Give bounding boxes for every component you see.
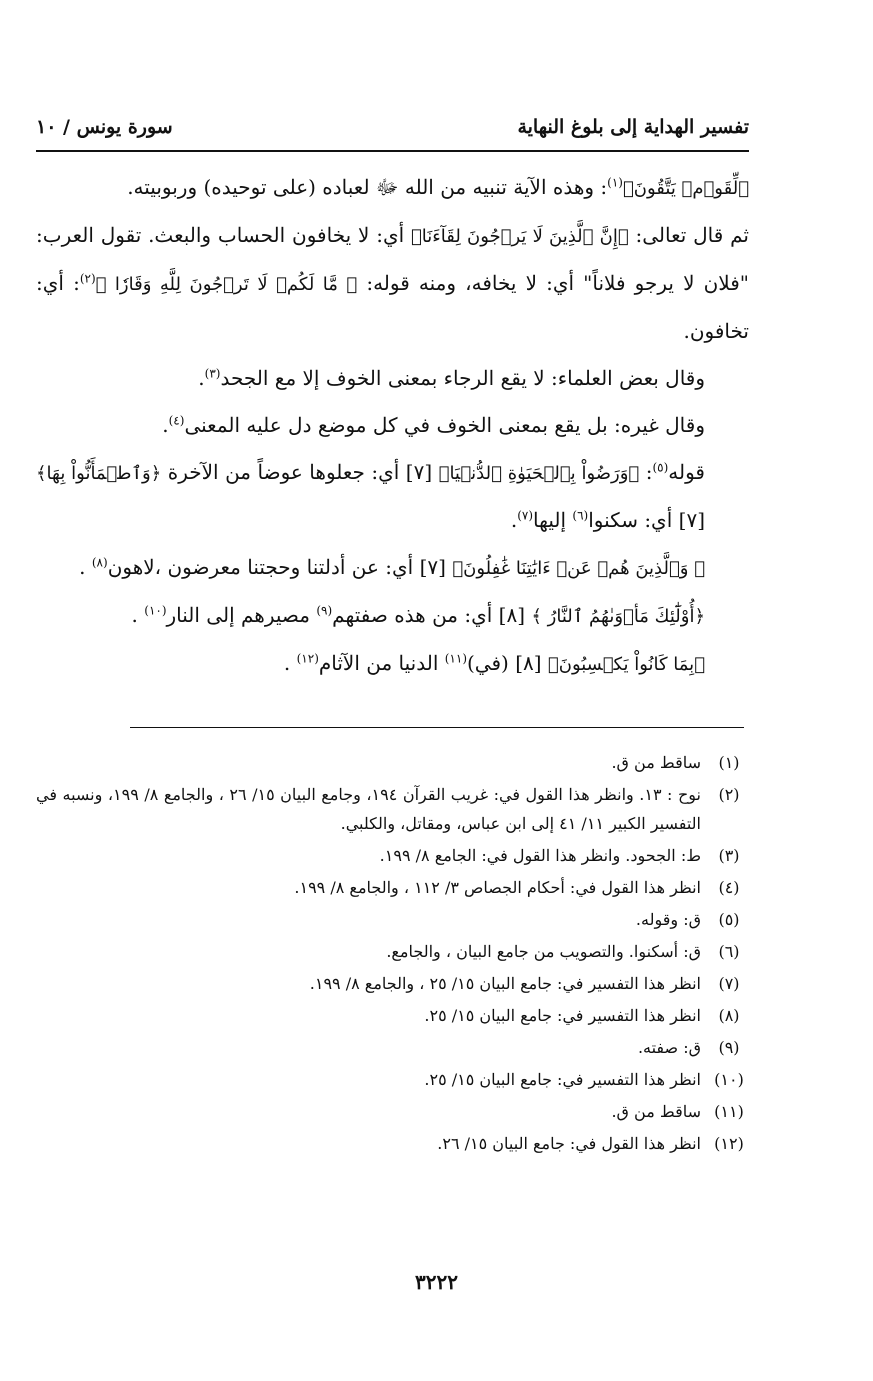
text-run: . xyxy=(79,555,92,579)
footnote-text: انظر هذا القول في: أحكام الجصاص ٣/ ١١٢ ، والجامع ٨/ ١٩٩. xyxy=(294,878,701,897)
footnote-number: (١١) xyxy=(714,1102,744,1121)
footnote-ref: (٨) xyxy=(91,555,108,570)
footnote-text: ساقط من ق. xyxy=(611,1102,701,1121)
footnote-ref: (١١) xyxy=(444,651,467,666)
footnote-number: (١) xyxy=(718,753,740,772)
text-run: : أي: تخافون. xyxy=(36,271,749,343)
footnote-text: ساقط من ق. xyxy=(611,753,701,772)
paragraph-4 xyxy=(36,402,749,449)
footnote xyxy=(36,1001,749,1030)
quran-verse: ﴿لِّقَوۡمٖ يَتَّقُونَ﴾ xyxy=(622,178,749,199)
paragraph-7 xyxy=(36,592,749,640)
text-run: . xyxy=(283,651,297,675)
text-run: الدنيا من الآثام xyxy=(318,651,445,675)
text-run: ثم قال تعالى: xyxy=(628,223,749,247)
paragraph-3 xyxy=(36,355,749,402)
footnote xyxy=(36,969,749,998)
footnote xyxy=(36,748,749,777)
footnote-text: انظر هذا التفسير في: جامع البيان ١٥/ ٢٥. xyxy=(424,1070,701,1089)
quran-verse: ﴿وَٱطۡمَأَنُّواْ بِهَا﴾ xyxy=(36,463,162,484)
footnotes xyxy=(36,748,749,1161)
footnote-ref: (٥) xyxy=(652,460,669,475)
footnote xyxy=(36,1065,749,1094)
text-run: [٨] أي: من هذه صفتهم xyxy=(332,603,532,627)
paragraph-5 xyxy=(36,449,749,544)
footnote xyxy=(36,1033,749,1062)
footnote-ref: (٤) xyxy=(168,413,185,428)
footnote-ref: (١٠) xyxy=(144,603,167,618)
footnote xyxy=(36,905,749,934)
footnote-text: ط: الجحود. وانظر هذا القول في: الجامع ٨/ ١٩٩. xyxy=(379,846,701,865)
footnote-number: (١٠) xyxy=(714,1070,744,1089)
paragraph-8 xyxy=(36,640,749,688)
text-run: . xyxy=(198,366,205,390)
footnote-separator xyxy=(130,727,744,728)
footnote xyxy=(36,1129,749,1158)
text-run: [٧] أي: سكنوا xyxy=(588,508,705,532)
footnote-number: (٦) xyxy=(718,942,740,961)
text-run: : xyxy=(639,460,653,484)
footnote-ref: (١٢) xyxy=(296,651,319,666)
text-run: : وهذه الآية تنبيه من الله ﷻ لعباده (على توحيده) وربوبيته. xyxy=(127,175,608,199)
footnote-ref: (٩) xyxy=(316,603,333,618)
quran-verse: ﴿أُوْلَٰٓئِكَ مَأۡوَىٰهُمُ ٱلنَّارُ ﴾ xyxy=(531,606,705,627)
text-run: وقال غيره: بل يقع بمعنى الخوف في كل موضع دل عليه المعنى xyxy=(184,413,705,437)
text-run: [٨] (في) xyxy=(467,651,548,675)
paragraph-1 xyxy=(36,164,749,212)
quran-verse: ﴿ وَٱلَّذِينَ هُمۡ عَنۡ ءَايَٰتِنَا غَٰفِلُونَ﴾ xyxy=(452,558,705,579)
footnote-number: (١٢) xyxy=(714,1134,744,1153)
footnote-number: (٧) xyxy=(718,974,740,993)
footnote-number: (٨) xyxy=(718,1006,740,1025)
text-run: [٧] أي: جعلوها عوضاً من الآخرة xyxy=(161,460,439,484)
main-text xyxy=(36,164,749,688)
book-title: تفسير الهداية إلى بلوغ النهاية xyxy=(517,116,749,138)
text-run: [٧] أي: عن أدلتنا وحجتنا معرضون ،لاهون xyxy=(107,555,453,579)
paragraph-2 xyxy=(36,212,749,355)
footnote-number: (٢) xyxy=(718,785,740,804)
footnote-text: انظر هذا القول في: جامع البيان ١٥/ ٢٦. xyxy=(437,1134,701,1153)
text-run: أي: لا يخافون الحساب والبعث. تقول العرب: "فلان لا يرجو فلاناً" أي: لا يخافه، ومنه قوله: xyxy=(36,223,749,295)
text-run: قوله xyxy=(668,460,705,484)
text-run: مصيرهم إلى النار xyxy=(166,603,317,627)
paragraph-6 xyxy=(36,544,749,592)
footnote-number: (٤) xyxy=(718,878,740,897)
footnote-number: (٩) xyxy=(718,1038,740,1057)
footnote-ref: (٦) xyxy=(572,508,589,523)
text-run: . xyxy=(162,413,169,437)
footnote-text: ق: وقوله. xyxy=(635,910,701,929)
text-run: وقال بعض العلماء: لا يقع الرجاء بمعنى الخوف إلا مع الجحد xyxy=(220,366,705,390)
footnote-text: ق: صفته. xyxy=(637,1038,701,1057)
text-run: . xyxy=(131,603,145,627)
footnote xyxy=(36,937,749,966)
page-number: ٣٢٢٢ xyxy=(415,1270,458,1294)
running-header xyxy=(36,112,749,152)
text-run: إليها xyxy=(533,508,573,532)
footnote-text: انظر هذا التفسير في: جامع البيان ١٥/ ٢٥ ، والجامع ٨/ ١٩٩. xyxy=(309,974,701,993)
footnote-text: ق: أسكنوا. والتصويب من جامع البيان ، والجامع. xyxy=(386,942,701,961)
footnote xyxy=(36,841,749,870)
footnote xyxy=(36,873,749,902)
quran-verse: ﴿ مَّا لَكُمۡ لَا تَرۡجُونَ لِلَّهِ وَقَارٗا ﴾ xyxy=(95,274,358,295)
footnote-number: (٥) xyxy=(718,910,740,929)
footnote-ref: (١) xyxy=(607,175,623,190)
text-run: . xyxy=(510,508,518,532)
footnote-ref: (٢) xyxy=(79,271,96,286)
quran-verse: ﴿بِمَا كَانُواْ يَكۡسِبُونَ﴾ xyxy=(547,654,705,675)
quran-verse: ﴿إِنَّ ٱلَّذِينَ لَا يَرۡجُونَ لِقَآءَنَا﴾ xyxy=(410,226,629,247)
footnote-text: نوح : ١٣. وانظر هذا القول في: غريب القرآن ١٩٤، وجامع البيان ١٥/ ٢٦ ، والجامع ٨/ ١٩٩، ونسبه في التفسير الكبير ١١/ ٤١ إلى ابن عباس، ومقاتل، والكلبي. xyxy=(36,785,701,833)
footnote-number: (٣) xyxy=(718,846,740,865)
footnote-ref: (٣) xyxy=(204,366,221,381)
footnote-ref: (٧) xyxy=(517,508,534,523)
footnote xyxy=(36,1097,749,1126)
surah-label: سورة يونس / ١٠ xyxy=(36,116,173,138)
quran-verse: ﴿وَرَضُواْ بِٱلۡحَيَوٰةِ ٱلدُّنۡيَا﴾ xyxy=(438,463,640,484)
footnote xyxy=(36,780,749,838)
footnote-text: انظر هذا التفسير في: جامع البيان ١٥/ ٢٥. xyxy=(424,1006,701,1025)
